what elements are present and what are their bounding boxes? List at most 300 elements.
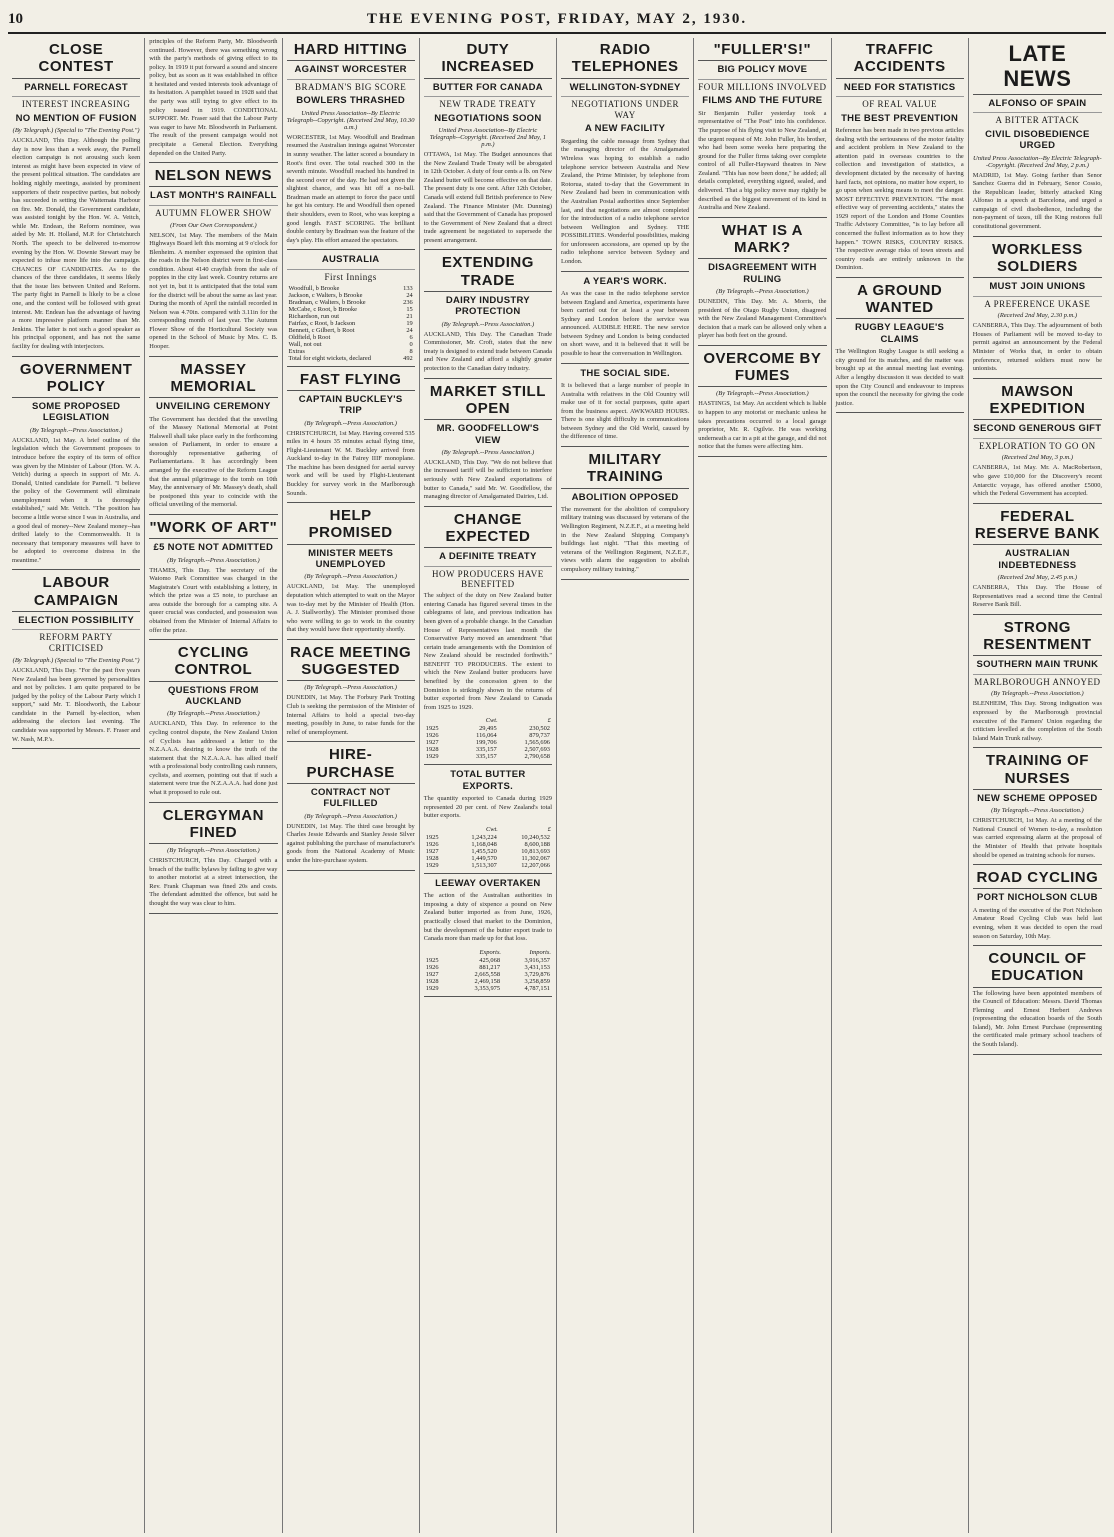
dateline-credit: (By Telegraph.--Press Association.) [304,419,397,427]
table-cell: 29,495 [479,725,497,733]
column-8 [969,38,1106,1533]
headline: "WORK OF ART" [149,519,277,539]
article-divider [698,217,826,218]
table-cell: 12,207,066 [521,861,550,869]
headline: MILITARY TRAINING [561,451,689,489]
article [561,276,689,359]
scorecard-cell: Wall, not out [288,340,322,348]
subheading: QUESTIONS FROM AUCKLAND [167,684,259,708]
headline: STRONG RESENTMENT [973,619,1102,657]
table-cell: 1,243,224 [471,833,497,841]
table-header-cell: Cwt. [485,717,498,725]
headline: CHANGE EXPECTED [424,511,552,549]
subheading: OF REAL VALUE [836,96,964,110]
article-divider [973,864,1102,865]
article-body: CANBERRA, This Day. The adjournment of both Houses of Parliament will be moved to-day to permit against an announcement by the Federal Minister of Works that, in order to obtain preference, returned soldiers must now be unionists. [972,322,1102,373]
article-body: AUCKLAND, This Day. "We do not believe that the increased tariff will be sufficient to interfere seriously with New Zealand exportations of butter to Canada," said Mr. W. Goodfellow, the managing director of Amalgamated Dairies, Ltd. [423,458,552,501]
table-row [424,848,552,855]
article-divider [424,873,552,874]
article-body: BLENHEIM, This Day. Strong indignation was expressed by the Marlborough provincial executive of the Farmers' Union regarding the criticism levelled at the completion of the South Island Main Trunk railway. [972,700,1102,742]
scorecard-cell: 24 [406,326,413,334]
table-cell: 1925 [425,833,439,841]
article [424,511,552,713]
article-body: CANBERRA, 1st May. Mr. A. MacRobertson, who gave £10,000 for the Discovery's recent Antarctic voyage, has offered another £5000, which the Federal Government has accepted. [972,464,1102,498]
table-cell: 8,600,188 [524,840,550,848]
subheading: TOTAL BUTTER EXPORTS. [450,769,526,792]
article-body: AUCKLAND, This Day. "For the past five years New Zealand has been governed by personalities and not by policies. I am quite prepared to be judged by the policy of the Labour Party which I support," said Mr. T. Bloodworth, the Labour candidate in the Parnell by-election, when addressing the electors last evening. The candidate was supported by Messrs. F. Fraser and W. Nash, M.P.'s. [12,666,141,743]
table-cell: 1929 [425,984,439,992]
subheading: PARNELL FORECAST [24,81,128,93]
subheading: A YEAR'S WORK. [583,275,667,287]
masthead [8,6,1106,34]
headline: RADIO TELEPHONES [561,41,689,79]
headline: WHAT IS A MARK? [698,222,826,260]
article-body: A meeting of the executive of the Port Nicholson Amateur Road Cycling Club was held last evening, when it was decided to open the road season on Saturday, 10th May. [972,906,1102,940]
scorecard-cell: Bradman, c Walters, b Brooke [288,298,366,306]
subheading: LAST MONTH'S RAINFALL [149,190,277,202]
table-cell: 2,790,658 [524,753,550,761]
table-header-row [424,716,552,725]
table-cell: 1,168,048 [471,840,497,848]
article-divider [287,249,415,250]
article [149,361,277,510]
table-row [424,746,552,753]
dateline-credit: (By Telegraph.--Press Association.) [991,690,1084,698]
scorecard-row [287,285,415,292]
article [149,807,277,909]
article-body: The movement for the abolition of compulsory military training was discussed by veterans of the Wellington Regiment, N.Z.E.F., at a meeting held in the New Zealand Shipping Company's buildings last night. "That this meeting of veterans of the Wellington Regiment, N.Z.E.F., views with alarm the suggestion to abolish compulsory military training." [561,505,690,573]
columns [8,38,1106,1533]
article-body: The Government has decided that the unveiling of the Massey National Memorial at Point Halswell shall take place early in the forthcoming session of Parliament, in order to ensure a thoroughly representative gathering of Parliamentarians. It has accordingly been arranged by the executive of the Reform League that the annual pilgrimage to the tomb on 10th May, the anniversary of Mr. Massey's death, shall be postponed this year to coincide with the official unveiling of the memorial. [149,415,278,509]
table-cell: 1927 [425,970,439,978]
article-divider [149,639,277,640]
article [424,254,552,373]
scorecard-row [287,334,415,341]
table-cell: 1929 [425,753,439,761]
table-header-cell [424,716,454,725]
article-body: AUCKLAND, 1st May. A brief outline of the legislation which the Government proposes to introduce before the expiry of its term of office was given by the Minister of Labour (Hon. W. A. Veitch) during a speech in support of Mr. A. Donald, United candidate for Parnell. "I believe the policy of the Government will eliminate unemployment when it is thoroughly established," said Mr. Veitch. "The position has become a little worse since I was in Australia, and a good deal of money--New Zealand money--has drifted lately to the Commonwealth. It is necessary that temporary measures will have to be adopted to overcome distress in the meantime." [12,436,141,564]
table-cell: 335,157 [475,746,497,754]
article-divider [836,412,964,413]
table-header-row [424,948,552,957]
article-body: AUCKLAND, This Day. In reference to the cycling control dispute, the New Zealand Union of Cyclists has addressed a letter to the N.Z.A.A.A. desiring to know the truth of the statement that the N.Z.A.A.A. has allied itself with a professional body controlling cash runners, cyclists, and axemen, pointing out that if such a statement were true the N.Z.A.A.A. had done just what it proposed to rule out. [149,720,278,797]
subheading: AGAINST WORCESTER [294,64,407,76]
subheading: WELLINGTON-SYDNEY [569,81,681,93]
column-3 [283,38,420,1533]
article-divider [12,569,140,570]
article-divider [12,356,140,357]
article-body: OTTAWA, 1st May. The Budget announces that the New Zealand Trade Treaty will be abrogated in 12th October. A duty of four cents a lb. on New Zealand butter will become effective on that date. The present duty is one cent. After 12th October, Canada will extend full British preference to New Zealand. The Finance Minister (Mr. Dunning) said that the Government of Canada has proposed to the Government of New Zealand that a direct trade agreement be negotiated to supersede the present arrangement. [423,151,552,244]
article [287,371,415,499]
table-row [424,841,552,848]
subheading: CIVIL DISOBEDIENCE URGED [985,128,1090,152]
subheading: BUTTER FOR CANADA [432,81,543,93]
article [424,769,552,821]
article-body: The Wellington Rugby League is still seeking a city ground for its matches, and the matter was brought up at the annual meeting last evening. After a lengthy discussion it was decided to wait upon the City Council and endeavour to impress upon the council the necessity for giving the code justice. [835,348,964,407]
article-divider [698,345,826,346]
article-body: WORCESTER, 1st May. Woodfull and Bradman resumed the Australian innings against Worcester in sunny weather. The latter scored a boundary in Root's first over. The total reached 300 in the seventh minute. Woodfull reached his hundred in the second over of the day. He had not given the slightest chance, and was hit off a no-ball. Bradman made an attempt to force the pace until he got his century. He and Woodfull then opened their shoulders, even to Root, who was keeping a good length. FAST SCORING. The brilliant double century by Bradman was the feature of the day's play. His effort amazed the spectators. [286,133,415,244]
subheading: MR. GOODFELLOW'S VIEW [436,423,540,446]
article-body: CHRISTCHURCH, 1st May. At a meeting of the National Council of Women to-day, a resolution was carried expressing alarm at the proposal of the Minister of Health that private hospitals should be opened as training schools for nurses. [972,817,1102,859]
article-divider [287,741,415,742]
table-header-cell: Exports. [479,948,502,956]
subheading: NEGOTIATIONS UNDER WAY [561,96,689,121]
table-cell: 1926 [425,840,439,848]
article-divider [973,503,1102,504]
table-row [424,834,552,841]
article-divider [12,748,140,749]
dateline-credit: United Press Association--By Electric Telegraph--Copyright. (Received 2nd May, 2 p.m.) [973,154,1102,169]
table-row [424,753,552,760]
table-cell: 1,455,520 [471,847,497,855]
article-divider [287,366,415,367]
article-body: THAMES, This Day. The secretary of the Waiomo Park Committee was charged in the Magistrate's Court with establishing a lottery, in which the prize was a £5 note, to purchase an area outside the borough for a camping site. A queer crucial was conducted, and possession was obtained from the Minister of Internal Affairs to offer the prize. [149,566,278,634]
subheading: MARLBOROUGH ANNOYED [973,674,1102,688]
article [149,519,277,635]
article-divider [424,506,552,507]
dateline-credit: (By Telegraph.) (Special to "The Evening Post.") [12,127,140,135]
article-body: The following have been appointed members of the Council of Education: Messrs. David Thomas Fleming and Ernest Herbert Andrews (representing the education boards of the South Island), Mr. John Ernest Purchase (representing the certificated male primary school teachers of the South Island). [972,989,1102,1049]
scorecard-cell: 24 [406,291,413,299]
subheading: THE BEST PREVENTION [841,112,959,124]
subheading: SOME PROPOSED LEGISLATION [31,401,121,424]
scorecard-cell: 15 [406,305,413,313]
dateline-credit: (By Telegraph.--Press Association.) [304,573,397,581]
scorecard-cell: Jackson, c Walters, b Brooke [288,291,363,299]
headline: HIRE-PURCHASE [287,746,415,784]
table-cell: 1926 [425,963,439,971]
subheading: AUSTRALIA [321,254,380,266]
article [698,350,826,452]
article-body: CANBERRA, This Day. The House of Representatives read a second time the Central Reserve Bank Bill. [972,584,1102,609]
article [973,241,1102,374]
headline: DUTY INCREASED [424,41,552,79]
article-body: CHRISTCHURCH, 1st May. Having covered 535 miles in 4 hours 35 minutes actual flying time, Flight-Lieutenant W. M. Buckley arrived from Auckland to-day in the Fairey IIIF monoplane. The machine has been designed for aerial survey work and will be used by Flight-Lieutenant Buckley for survey work in the Marlborough Sounds. [286,429,415,497]
table-cell: 1928 [425,854,439,862]
scorecard-cell: Extras [288,347,305,355]
article-body: The subject of the duty on New Zealand butter entering Canada has figured several times in the cablegrams of late, and previous indication has been given of a probable change. In the Canadian House of Representatives last month the Conservative Party moved an amendment "that certain trade arrangements with the Dominion of New Zealand should be rescinded forthwith." BENEFIT TO PRODUCERS. The extent to which the New Zealand butter producers have benefited by the concession given to the Dominion is strikingly shown in the returns of butter exported from New Zealand to Canada from 1925 to 1929. [423,592,552,711]
subheading: NEED FOR STATISTICS [843,81,956,93]
scorecard-cell: 492 [403,354,413,362]
dateline-credit: (Received 2nd May, 2.45 p.m.) [997,574,1078,582]
article [973,383,1102,499]
column-2 [145,38,282,1533]
subheading: A BITTER ATTACK [973,112,1102,126]
article-divider [561,579,689,580]
dateline-credit: (By Telegraph.--Press Association.) [167,556,260,564]
subheading: NEW SCHEME OPPOSED [977,792,1098,804]
article-divider [836,277,964,278]
article [287,507,415,635]
dateline-credit: (By Telegraph.--Press Association.) [441,448,535,456]
table-cell: 1,449,570 [471,854,497,862]
article-body: DUNEDIN, This Day. Mr. A. Morris, the president of the Otago Rugby Union, disagreed with the New Zealand Management Committee's decision that a mark can be allowed only when a player has both feet on the ground. [698,298,827,340]
subheading: AUTUMN FLOWER SHOW [149,205,277,219]
subheading: BIG POLICY MOVE [717,64,808,76]
table-row [424,855,552,862]
subheading: MINISTER MEETS UNEMPLOYED [308,547,394,571]
dateline-credit: (By Telegraph.--Press Association.) [304,812,397,820]
article [973,41,1102,232]
dateline-credit: (By Telegraph.--Press Association.) [441,320,535,328]
article-divider [149,162,277,163]
table-cell: 1927 [425,847,439,855]
article-divider [149,514,277,515]
subheading: SECOND GENEROUS GIFT [973,423,1102,435]
subheading: BRADMAN'S BIG SCORE [287,79,415,93]
table-cell: 1925 [425,956,439,964]
scorecard-table [287,285,415,362]
scorecard-row [287,299,415,306]
table-cell: 2,507,693 [524,746,550,754]
table-cell: 1925 [425,725,439,733]
subheading: ALFONSO OF SPAIN [988,97,1087,109]
table-cell: 2,665,558 [474,970,501,978]
article [287,41,415,245]
headline: ROAD CYCLING [973,869,1102,889]
article-divider [973,378,1102,379]
article-body: Reference has been made in two previous articles dealing with the seriousness of the motor fatality and accident problem in New Zealand to the attention paid in overseas countries to the collection and investigation of statistics, a development dictated by the necessity of having hard facts, not opinions, no matter how expert, to go upon when seeking means to meet the danger. MOST EFFECTIVE PREVENTION. "The most effective way of preventing accidents," states the 1929 report of the London and Home Counties Traffic Advisory Committee, "is to lay before all concerned the fullest information as to how they happen." TOWN RISKS, COUNTRY RISKS. The respective average risks of town streets and country roads are entirely unknown in the Dominion. [835,127,964,272]
table-cell: 116,064 [476,732,497,740]
article [12,41,140,352]
dateline-credit: (By Telegraph.) (Special to "The Evening Post.") [12,656,140,664]
table-cell: 199,706 [475,739,497,747]
article-body: As was the case in the radio telephone service between England and America, experiments have been carried out for at least a year between Sydney and London before the service was announced. AUDIBLE HERE. The new service between Sydney and London is being conducted on short wave, and it is believed that it will be possible to hear the conversation in Wellington. [561,289,690,357]
table-cell: 1926 [425,732,439,740]
subheading: AUSTRALIAN INDEBTEDNESS [998,548,1077,571]
subheading: First Innings [287,269,415,283]
headline: MARKET STILL OPEN [424,383,552,421]
headline: COUNCIL OF EDUCATION [973,950,1102,988]
table-cell: 1,513,307 [471,861,497,869]
article-body: DUNEDIN, 1st May. The Forbury Park Trotting Club is seeking the permission of the Minister of Internal Affairs to hold a special two-day meeting, possibly in June, to raise funds for the relief of unemployment. [286,694,415,736]
dateline-credit: (By Telegraph.--Press Association.) [167,710,260,718]
headline: MASSEY MEMORIAL [149,361,277,399]
article [973,752,1102,860]
dateline-credit: (By Telegraph.--Press Association.) [716,288,809,296]
article-divider [149,802,277,803]
article [561,41,689,267]
export-table [424,716,552,760]
scorecard-row [287,313,415,320]
dateline-credit: (Received 2nd May, 3 p.m.) [1001,454,1074,462]
scorecard-cell: Bennett, c Gilbert, b Root [288,326,355,334]
article-body: principles of the Reform Party, Mr. Bloodworth continued. However, there was something wrong with the party's methods of giving effect to its policy. In 1919 it put forward a sound and sincere policy, but as soon as it was established in office it hesitated and vested interests took advantage of its hesitation. A pamphlet issued in 1928 said that the party was still trying to give effect to its policy issued in 1919. CONDITIONAL SUPPORT. Mr. Fraser said that the Labour Party was eager to have Mr. Bloodworth in Parliament. The result of the present campaign would not precipitate a General Election. Everything depended on the United Party. [149,38,278,157]
subheading: A DEFINITE TREATY [439,551,537,563]
article [973,869,1102,941]
subheading: INTEREST INCREASING [12,96,140,110]
subheading: CAPTAIN BUCKLEY'S TRIP [298,393,403,417]
table-cell: 335,157 [475,753,497,761]
table-cell: 10,240,532 [521,833,550,841]
article [698,41,826,213]
subheading: £5 NOTE NOT ADMITTED [153,542,274,554]
table-cell: 881,217 [479,963,501,971]
subheading: SOUTHERN MAIN TRUNK [976,659,1099,671]
article-body: It is believed that a large number of people in Australia with relatives in the Old Country will make use of it for social purposes, quite apart from the business aspect. AWKWARD HOURS. There is one slight difficulty in communications between Sydney and the Old World, caused by the difference of time. [561,381,690,441]
scorecard-cell: 0 [409,340,413,348]
article-body: MADRID, 1st May. Going farther than Senor Sanchez Guerra did in February, Senor Cossio, the Republican leader, bitterly attacked King Alfonso in a speech at Barcelona, and urged a campaign of civil disobedience, including the non-payment of taxes, till the King restores full constitutional government. [972,171,1102,231]
dateline-credit: United Press Association--By Electric Telegraph--Copyright. (Received 2nd May, 10.30 a.m.) [286,109,415,131]
article-body: AUCKLAND, This Day. Although the polling day is now less than a week away, the Parnell election campaign is not arousing such keen interest as might have been expected in view of the present political situation. The candidates are holding nightly meetings, assisted by prominent supporters of their respective parties, but nobody has succeeded in setting the Waitemata Harbour on fire. Mr. Donald, the Government candidate, was assisted tonight by the Hon. W. A. Veitch, while Mr. Endean, the Reform nominee, was aided by Mr. H. Holland, M.P. for Christchurch North. The speech to be delivered to-morrow evening by the Hon. W. Downie Stewart may be expected to infuse more life into the campaign. CHANCES OF CANDIDATES. As to the chances of the three candidates, it seems likely that the issue lies between United and Reform. The party fight in Parnell is likely to be a close one, and the contest will be followed with great interest. Mr. Endean has the advantage of having a more impressive platform manner than Mr. Jenkins. The latter is not such a good speaker as his principal opponent, and has not the same facility for dealing with interjectors. [12,137,141,350]
article-divider [424,996,552,997]
table-row [424,957,552,964]
dateline-credit: (By Telegraph.--Press Association.) [991,807,1084,815]
headline: CLOSE CONTEST [12,41,140,79]
subheading: PORT NICHOLSON CLUB [976,892,1098,904]
article [836,41,964,273]
article [973,950,1102,1050]
export-table [424,825,552,869]
table-cell: 1,565,696 [524,739,550,747]
subheading: FOUR MILLIONS INVOLVED [698,79,826,93]
headline: OVERCOME BY FUMES [698,350,826,388]
table-cell: 1927 [425,739,439,747]
scorecard-cell: 19 [406,319,413,327]
article-divider [973,1054,1102,1055]
subheading: BOWLERS THRASHED [296,95,406,107]
table-cell: 2,469,158 [474,977,501,985]
article [424,41,552,245]
scorecard-cell: Woodfull, b Brooke [288,284,340,292]
table-cell: 10,813,693 [521,847,550,855]
scorecard-row [287,306,415,313]
headline: A GROUND WANTED [836,282,964,320]
dateline-credit: United Press Association--By Electric Telegraph--Copyright. (Received 2nd May, 1 p.m.) [429,127,547,149]
headline: WORKLESS SOLDIERS [973,241,1102,279]
headline: CLERGYMAN FINED [149,807,277,845]
table-row [424,985,552,992]
headline: EXTENDING TRADE [424,254,552,292]
column-5 [557,38,694,1533]
subheading: NEGOTIATIONS SOON [434,112,542,124]
page-number: 10 [8,10,23,27]
article-body: AUCKLAND, This Day. The Canadian Trade Commissioner, Mr. Croft, states that the new treaty is designed to extend trade between Canada and New Zealand and afford a slightly greater protection to the Canadian dairy industry. [423,330,552,373]
article [836,282,964,408]
table-row [424,978,552,985]
subheading: REFORM PARTY CRITICISED [12,629,140,654]
table-header-cell: £ [547,825,551,833]
table-cell: 1929 [425,861,439,869]
subheading: THE SOCIAL SIDE. [580,367,670,379]
subheading: A PREFERENCE UKASE [973,296,1102,310]
table-cell: 1928 [425,977,439,985]
article-divider [149,913,277,914]
scorecard-cell: 236 [403,298,413,306]
table-cell: 1928 [425,746,439,754]
dateline-credit: (By Telegraph.--Press Association.) [29,426,123,434]
column-4 [420,38,557,1533]
dateline-credit: (By Telegraph.--Press Association.) [304,684,397,692]
article [149,167,277,352]
article [561,368,689,442]
article-divider [287,639,415,640]
subheading: MUST JOIN UNIONS [989,281,1086,293]
table-row [424,725,552,732]
subheading: A NEW FACILITY [584,123,666,135]
subheading: HOW PRODUCERS HAVE BENEFITED [424,566,552,591]
article-divider [973,236,1102,237]
scorecard-cell: McCabe, c Root, b Brooke [288,305,358,313]
article-divider [424,378,552,379]
headline: MAWSON EXPEDITION [973,383,1102,421]
headline: GOVERNMENT POLICY [12,361,140,399]
table-header-cell [424,948,452,957]
article [12,574,140,744]
table-header-row [424,825,552,834]
article [424,383,552,502]
table-row [424,732,552,739]
headline: TRAINING OF NURSES [973,752,1102,790]
article [149,644,277,797]
article-divider [561,446,689,447]
article-divider [698,456,826,457]
headline: NELSON NEWS [149,167,277,187]
headline: FAST FLYING [287,371,415,391]
scorecard-row [287,292,415,299]
subheading: NEW TRADE TREATY [424,96,552,110]
headline: CYCLING CONTROL [149,644,277,682]
scorecard-cell: Total for eight wickets, declared [288,354,371,362]
article-body: DUNEDIN, 1st May. The third case brought by Charles Jessie Edwards and Stanley Jessie Silver against publishing the purchase of manufacturer's goods from the National Academy of Music under the hire-purchase system. [286,822,415,864]
article-divider [561,363,689,364]
subheading: DAIRY INDUSTRY PROTECTION [445,294,530,318]
table-cell: 425,068 [479,956,501,964]
scorecard-cell: Oldfield, b Root [288,333,331,341]
scorecard-row [287,348,415,355]
article-divider [287,870,415,871]
table-cell: 3,353,975 [474,984,501,992]
article-body: NELSON, 1st May. The members of the Main Highways Board left this morning at 9 o'clock for Blenheim. A member expressed the opinion that the roads in the Nelson district were in first-class condition. About 4140 crayfish from the sale of poppies in the city last week. Country returns are not yet in, but it is anticipated that the total sum for the district will be about the same as last year. During the month of April the rainfall recorded in Nelson was 4.70in. compared with 3.11in for the corresponding month of last year. The Autumn Flower Show of the Horticultural Society was opened in the School of Music by Mrs. C. B. Hooper. [149,231,278,351]
article-body: CHRISTCHURCH, This Day. Charged with a breach of the traffic bylaws by failing to give way to another motorist at a street intersection, the Rev. Frank Chapman was fined 20s and costs. The defendant admitted the offence, but said he thought the way was clear to him. [149,857,278,908]
column-7 [832,38,969,1533]
article-divider [561,271,689,272]
article-body: Regarding the cable message from Sydney that the managing director of the Amalgamated Wireless was hoping to establish a radio telephone service between Australia and New Zealand, the Prime Minister, by telephone from Rotorua, stated to-day that the Government in New Zealand had been in communication with the Australian Postal authorities since September last, and that negotiations are almost completed for the introduction of a radio telephone service between Wellington and Sydney. THE POSSIBILITIES. Wonderful possibilities, making for unforeseen accessions, are opened up by the radio telephone service between Sydney and London. [561,137,690,265]
scorecard-row [287,341,415,348]
article-body: Sir Benjamin Fuller yesterday took a representative of "The Post" into his confidence. The purpose of his flying visit to New Zealand, at the urgent request of Mr. John Fuller, his brother, who had been some weeks here preparing the ground for the Fuller firms taking over complete control of all Fuller-Hayward theatres in New Zealand. "This has now been done," he added; all details completed, everything signed, sealed, and delivered. That a big policy move may rightly be described as the biggest movement of its kind in Australia and New Zealand. [698,109,827,212]
table-header-cell: Cwt. [485,825,498,833]
subheading: CONTRACT NOT FULFILLED [310,786,391,810]
headline: FEDERAL RESERVE BANK [973,508,1102,546]
dateline-credit: (Received 2nd May, 2.30 p.m.) [997,312,1078,320]
table-cell: 4,787,151 [524,984,550,992]
dateline-credit: (By Telegraph.--Press Association.) [716,390,809,398]
article-divider [149,356,277,357]
subheading: DISAGREEMENT WITH RULING [708,262,817,285]
subheading: ABOLITION OPPOSED [571,491,679,503]
column-1 [8,38,145,1533]
headline: TRAFFIC ACCIDENTS [836,41,964,79]
article-body: The action of the Australian authorities in imposing a duty of sixpence a pound on New Zealand butter imported as from June, 1926, practically closed that market to the Dominion, but the development of the butter export trade to Canada more than made up for that loss. [423,892,552,943]
article [287,746,415,865]
article-body: HASTINGS, 1st May. An accident which is liable to happen to any motorist or mechanic unless he takes precautions occurred to a local garage proprietor, Mr. R. Ogilvie. He was working underneath a car in a pit at the garage, and did not notice that the fumes were affecting him. [698,400,827,451]
export-table [424,948,552,992]
dateline-credit: (From Our Own Correspondent.) [170,221,257,229]
subheading: FILMS AND THE FUTURE [702,95,823,107]
table-cell: 3,258,859 [524,977,550,985]
article-divider [287,502,415,503]
column-6 [694,38,831,1533]
scorecard-cell: Richardson, run out [288,312,340,320]
article [424,878,552,944]
table-header-cell [424,825,451,834]
subheading: EXPLORATION TO GO ON [973,438,1102,452]
scorecard-cell: 21 [406,312,413,320]
table-row [424,739,552,746]
article [973,508,1102,610]
article-divider [973,614,1102,615]
scorecard-cell: Fairfax, c Root, b Jackson [288,319,356,327]
